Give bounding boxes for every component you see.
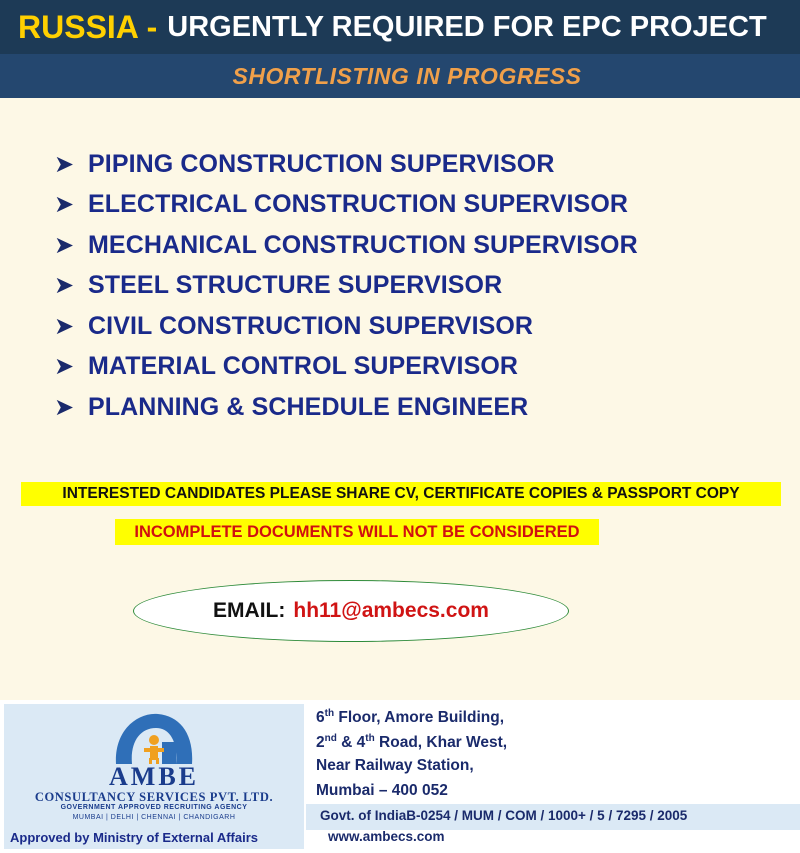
header-banner — [0, 0, 800, 54]
list-item — [54, 225, 638, 266]
sub-header-banner — [0, 54, 800, 98]
role-title: STEEL STRUCTURE SUPERVISOR — [88, 271, 503, 300]
arrow-bullet-icon: ➤ — [54, 272, 75, 300]
address-line: Near Railway Station, — [316, 757, 474, 774]
office-address — [316, 708, 507, 806]
list-item — [54, 347, 638, 388]
government-license — [306, 804, 800, 830]
list-item — [54, 306, 638, 347]
list-item — [54, 266, 638, 307]
arrow-bullet-icon: ➤ — [54, 393, 75, 421]
incomplete-documents-note — [115, 519, 599, 545]
ambe-logo-icon — [108, 708, 200, 766]
list-item — [54, 387, 638, 428]
share-documents-text: INTERESTED CANDIDATES PLEASE SHARE CV, CERTIFICATE COPIES & PASSPORT COPY — [62, 485, 740, 502]
role-title: PLANNING & SCHEDULE ENGINEER — [88, 392, 529, 421]
email-link[interactable]: hh11@ambecs.com — [293, 599, 489, 622]
office-cities: MUMBAI | DELHI | CHENNAI | CHANDIGARH — [72, 814, 236, 821]
share-documents-note — [21, 482, 781, 506]
role-title: MATERIAL CONTROL SUPERVISOR — [88, 352, 519, 381]
company-logo-panel — [4, 704, 304, 849]
email-label: EMAIL: — [213, 599, 286, 622]
roles-list — [54, 144, 638, 428]
brand-name: AMBE — [109, 762, 199, 791]
list-item — [54, 144, 638, 185]
role-title: MECHANICAL CONSTRUCTION SUPERVISOR — [88, 230, 638, 259]
address-line: Mumbai – 400 052 — [316, 781, 448, 799]
address-line: 6th Floor, Amore Building, — [316, 708, 505, 727]
address-line: 2nd & 4th Road, Khar West, — [316, 732, 508, 751]
role-title: ELECTRICAL CONSTRUCTION SUPERVISOR — [88, 190, 629, 219]
arrow-bullet-icon: ➤ — [54, 312, 75, 340]
arrow-bullet-icon: ➤ — [54, 353, 75, 381]
arrow-bullet-icon: ➤ — [54, 231, 75, 259]
footer — [0, 700, 800, 853]
incomplete-documents-text: INCOMPLETE DOCUMENTS WILL NOT BE CONSIDERED — [134, 522, 580, 541]
email-box — [133, 580, 569, 642]
header-title: URGENTLY REQUIRED FOR EPC PROJECT — [167, 10, 767, 43]
list-item — [54, 185, 638, 226]
header-country: RUSSIA - — [18, 8, 158, 45]
agency-tagline: GOVERNMENT APPROVED RECRUITING AGENCY — [60, 804, 248, 811]
role-title: PIPING CONSTRUCTION SUPERVISOR — [88, 149, 555, 178]
arrow-bullet-icon: ➤ — [54, 150, 75, 178]
shortlisting-status: SHORTLISTING IN PROGRESS — [232, 62, 582, 89]
approval-text: Approved by Ministry of External Affairs — [10, 830, 259, 845]
website-link[interactable]: www.ambecs.com — [328, 829, 445, 844]
license-number: Govt. of IndiaB-0254 / MUM / COM / 1000+ / 5 / 7295 / 2005 — [320, 808, 688, 823]
arrow-bullet-icon: ➤ — [54, 191, 75, 219]
role-title: CIVIL CONSTRUCTION SUPERVISOR — [88, 311, 534, 340]
company-name: CONSULTANCY SERVICES PVT. LTD. — [34, 790, 274, 804]
